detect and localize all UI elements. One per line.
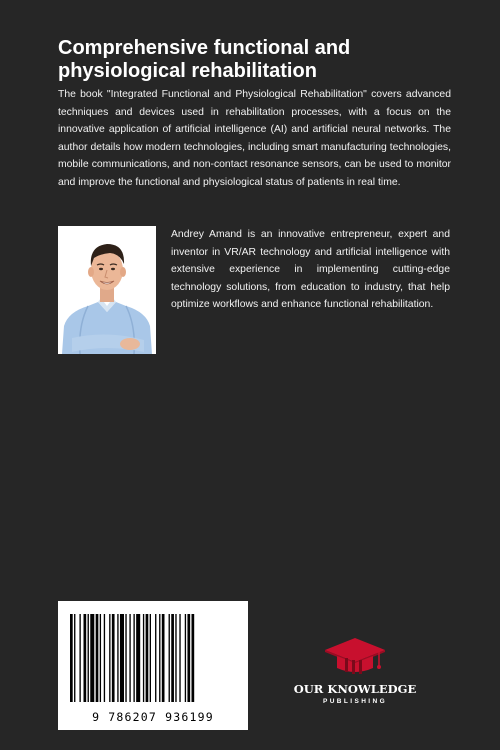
barcode-bar bbox=[169, 614, 170, 702]
barcode-bar bbox=[125, 614, 126, 702]
book-title: Comprehensive functional and physiological rehabilitation bbox=[58, 37, 351, 82]
barcode-bar bbox=[155, 614, 156, 702]
barcode-bar bbox=[162, 614, 165, 702]
barcode-bar bbox=[117, 614, 118, 702]
publisher-logo-block bbox=[280, 636, 430, 705]
barcode-bars bbox=[68, 614, 238, 702]
publisher-name: OUR KNOWLEDGE bbox=[293, 682, 417, 696]
barcode-bar bbox=[104, 614, 105, 702]
graduation-cap-icon bbox=[323, 636, 387, 680]
barcode-bar bbox=[150, 614, 151, 702]
barcode-bar bbox=[143, 614, 144, 702]
barcode-digits: 9 786207 936199 bbox=[92, 710, 214, 724]
publisher-subtitle: PUBLISHING bbox=[322, 698, 388, 705]
barcode-bar bbox=[88, 614, 89, 702]
barcode-bar bbox=[136, 614, 140, 702]
barcode-bar bbox=[185, 614, 186, 702]
isbn-barcode bbox=[58, 601, 248, 730]
barcode-bar bbox=[159, 614, 160, 702]
author-photo bbox=[58, 226, 156, 354]
barcode-bar bbox=[146, 614, 149, 702]
barcode-bar bbox=[70, 614, 73, 702]
barcode-bar bbox=[74, 614, 75, 702]
barcode-bar bbox=[175, 614, 176, 702]
barcode-bar bbox=[129, 614, 130, 702]
author-bio: Andrey Amand is an innovative entrepreneur, expert and inventor in VR/AR technology and artificial intelligence with extensive experience in implementing cutting-edge technology solutions, from education to industry, that help optimize workflows and enhance functional rehabilitation. bbox=[171, 229, 450, 311]
barcode-bar bbox=[179, 614, 180, 702]
barcode-bar bbox=[192, 614, 195, 702]
barcode-bar bbox=[84, 614, 87, 702]
author-portrait-image bbox=[58, 226, 156, 354]
barcode-bar bbox=[120, 614, 124, 702]
barcode-bar bbox=[90, 614, 94, 702]
barcode-bar bbox=[112, 614, 115, 702]
barcode-bar bbox=[109, 614, 110, 702]
barcode-bar bbox=[100, 614, 101, 702]
barcode-bar bbox=[171, 614, 174, 702]
barcode-bar bbox=[187, 614, 190, 702]
book-description: The book "Integrated Functional and Physiological Rehabilitation" covers advanced techniques and devices used in rehabilitation processes, with a focus on the innovative application of artificial intelligence (AI) and artificial neural networks. The author details how modern technologies, including smart manufacturing technologies, mobile communications, and non-contact resonance sensors, can be used to monitor and improve the functional and physiological status of patients in real time. bbox=[58, 89, 451, 188]
barcode-bar bbox=[96, 614, 99, 702]
barcode-bar bbox=[133, 614, 134, 702]
barcode-bar bbox=[79, 614, 80, 702]
